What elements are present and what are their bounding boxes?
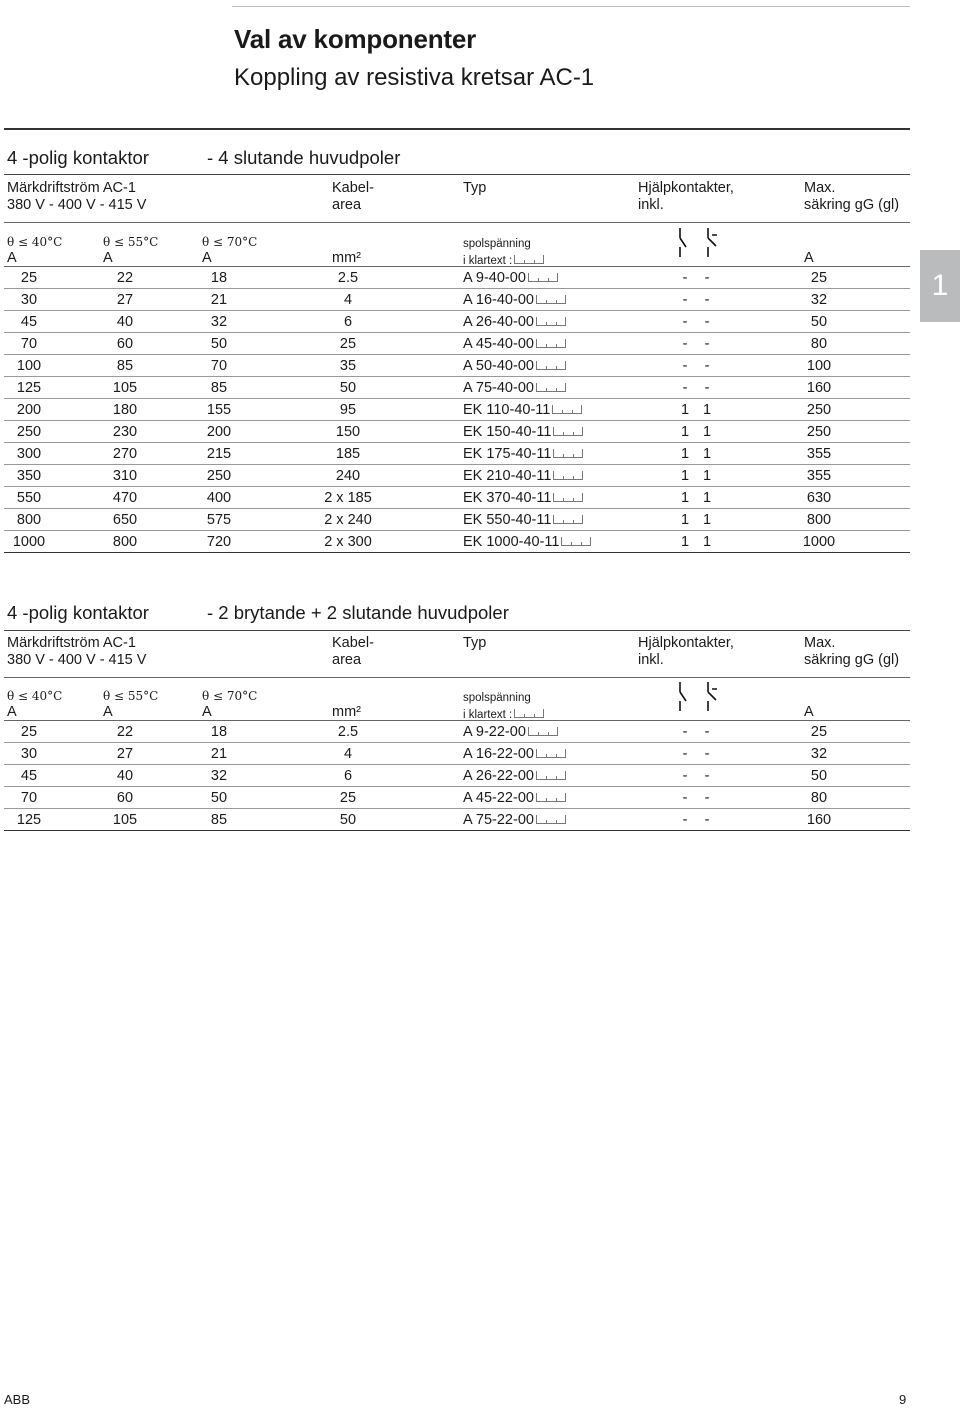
cable-area-cell: 240	[335, 468, 361, 484]
current-55-cell: 105	[112, 380, 138, 396]
table-row	[4, 721, 910, 743]
temp-55-label: θ ≤ 55°C	[103, 689, 159, 703]
aux-no-cell: -	[704, 358, 710, 374]
voltage-placeholder-icon	[536, 749, 566, 758]
voltage-placeholder-icon	[536, 383, 566, 392]
aux-no-cell: 1	[702, 402, 712, 418]
type-cell	[463, 534, 591, 550]
aux-no-cell: 1	[702, 534, 712, 550]
type-cell	[463, 358, 566, 374]
section-title-right: - 2 brytande + 2 slutande huvudpoler	[207, 602, 509, 623]
aux-nc-cell: -	[682, 292, 688, 308]
voltage-placeholder-icon	[514, 255, 544, 264]
fuse-cell: 50	[810, 768, 828, 784]
section-title-left: 4 -polig kontaktor	[7, 602, 149, 623]
cable-area-cell: 2.5	[337, 270, 359, 286]
cable-area-cell: 2.5	[337, 724, 359, 740]
cable-area-cell: 6	[343, 768, 353, 784]
type-code: A 9-40-00	[463, 270, 526, 286]
current-55-cell: 105	[112, 812, 138, 828]
unit-a-55: A	[103, 704, 113, 720]
table-row	[4, 421, 910, 443]
voltage-placeholder-icon	[528, 273, 558, 282]
current-70-cell: 18	[210, 270, 228, 286]
current-55-cell: 800	[112, 534, 138, 550]
current-55-cell: 27	[116, 746, 134, 762]
type-cell	[463, 746, 566, 762]
voltage-placeholder-icon	[553, 493, 583, 502]
table-row	[4, 765, 910, 787]
type-cell	[463, 314, 566, 330]
unit-a-55: A	[103, 250, 113, 266]
section-title-left: 4 -polig kontaktor	[7, 147, 149, 168]
cable-area-cell: 4	[343, 292, 353, 308]
current-40-cell: 550	[16, 490, 42, 506]
page-subtitle: Koppling av resistiva kretsar AC-1	[234, 64, 595, 91]
aux-nc-cell: 1	[680, 490, 690, 506]
cable-area-cell: 25	[339, 790, 357, 806]
type-cell	[463, 424, 583, 440]
header-rule	[4, 174, 910, 175]
fuse-cell: 1000	[802, 534, 836, 550]
current-70-cell: 155	[206, 402, 232, 418]
aux-no-cell: 1	[702, 490, 712, 506]
fuse-type-label: säkring gG (gl)	[804, 197, 900, 213]
current-70-cell: 21	[210, 292, 228, 308]
current-70-cell: 250	[206, 468, 232, 484]
current-40-cell: 45	[20, 768, 38, 784]
table-row	[4, 809, 910, 831]
coil-voltage-label: spolspänning	[463, 238, 531, 250]
current-55-cell: 60	[116, 790, 134, 806]
top-rule	[232, 6, 910, 7]
aux-no-cell: 1	[702, 468, 712, 484]
rated-current-label: Märkdriftström AC-1	[7, 180, 136, 196]
type-cell	[463, 402, 582, 418]
current-40-cell: 25	[20, 270, 38, 286]
cable-label: Kabel-	[332, 635, 374, 651]
nc-no-contact-icon	[672, 680, 724, 714]
table-row	[4, 289, 910, 311]
current-55-cell: 60	[116, 336, 134, 352]
type-cell	[463, 768, 566, 784]
unit-mm2: mm²	[332, 704, 361, 720]
voltage-placeholder-icon	[536, 815, 566, 824]
type-cell	[463, 380, 566, 396]
chapter-tab: 1	[920, 250, 960, 322]
current-40-cell: 25	[20, 724, 38, 740]
aux-no-cell: -	[704, 812, 710, 828]
current-70-cell: 215	[206, 446, 232, 462]
coil-voltage-plain-label: i klartext :	[463, 706, 544, 724]
voltage-placeholder-icon	[536, 295, 566, 304]
aux-nc-cell: -	[682, 270, 688, 286]
aux-no-cell: -	[704, 768, 710, 784]
table-row	[4, 267, 910, 289]
aux-nc-cell: -	[682, 724, 688, 740]
table-row	[4, 333, 910, 355]
unit-a-fuse: A	[804, 704, 814, 720]
type-code: EK 175-40-11	[463, 446, 552, 462]
aux-nc-cell: -	[682, 746, 688, 762]
unit-a-70: A	[202, 704, 212, 720]
section-title	[7, 147, 401, 169]
fuse-cell: 250	[806, 402, 832, 418]
temp-40-label: θ ≤ 40°C	[7, 689, 63, 703]
current-40-cell: 350	[16, 468, 42, 484]
temp-40-label: θ ≤ 40°C	[7, 235, 63, 249]
current-55-cell: 470	[112, 490, 138, 506]
aux-no-cell: 1	[702, 512, 712, 528]
table-row	[4, 487, 910, 509]
subheader-rule	[4, 677, 910, 678]
aux-no-cell: -	[704, 746, 710, 762]
voltage-placeholder-icon	[553, 449, 583, 458]
page-title: Val av komponenter	[234, 24, 477, 54]
fuse-cell: 355	[806, 446, 832, 462]
fuse-cell: 100	[806, 358, 832, 374]
type-code: A 26-40-00	[463, 314, 534, 330]
aux-nc-cell: 1	[680, 424, 690, 440]
type-code: A 75-22-00	[463, 812, 534, 828]
table-row	[4, 509, 910, 531]
cable-label: Kabel-	[332, 180, 374, 196]
aux-no-cell: -	[704, 292, 710, 308]
cable-area-label: area	[332, 652, 362, 668]
type-cell	[463, 336, 566, 352]
aux-no-cell: -	[704, 724, 710, 740]
current-70-cell: 720	[206, 534, 232, 550]
current-55-cell: 230	[112, 424, 138, 440]
current-40-cell: 250	[16, 424, 42, 440]
type-code: A 9-22-00	[463, 724, 526, 740]
aux-nc-cell: -	[682, 358, 688, 374]
type-cell	[463, 512, 583, 528]
current-40-cell: 200	[16, 402, 42, 418]
rated-voltage-label: 380 V - 400 V - 415 V	[7, 197, 147, 213]
fuse-cell: 50	[810, 314, 828, 330]
type-code: EK 550-40-11	[463, 512, 552, 528]
current-40-cell: 30	[20, 746, 38, 762]
current-70-cell: 21	[210, 746, 228, 762]
aux-no-cell: -	[704, 790, 710, 806]
aux-nc-cell: -	[682, 768, 688, 784]
current-55-cell: 270	[112, 446, 138, 462]
type-cell	[463, 270, 558, 286]
voltage-placeholder-icon	[536, 771, 566, 780]
current-70-cell: 200	[206, 424, 232, 440]
aux-nc-cell: 1	[680, 534, 690, 550]
voltage-placeholder-icon	[528, 727, 558, 736]
voltage-placeholder-icon	[514, 709, 544, 718]
section-title	[7, 602, 509, 624]
fuse-cell: 160	[806, 380, 832, 396]
current-55-cell: 310	[112, 468, 138, 484]
type-cell	[463, 812, 566, 828]
header-rule	[4, 630, 910, 631]
cable-area-cell: 6	[343, 314, 353, 330]
type-code: EK 110-40-11	[463, 402, 551, 418]
voltage-placeholder-icon	[553, 515, 583, 524]
table-row	[4, 465, 910, 487]
voltage-placeholder-icon	[536, 793, 566, 802]
current-40-cell: 1000	[12, 534, 46, 550]
type-code: A 16-40-00	[463, 292, 534, 308]
cable-area-cell: 50	[339, 812, 357, 828]
unit-a-fuse: A	[804, 250, 814, 266]
cable-area-cell: 50	[339, 380, 357, 396]
current-40-cell: 800	[16, 512, 42, 528]
aux-nc-cell: -	[682, 380, 688, 396]
current-70-cell: 85	[210, 812, 228, 828]
table-row	[4, 443, 910, 465]
type-cell	[463, 490, 583, 506]
aux-no-cell: -	[704, 314, 710, 330]
voltage-placeholder-icon	[536, 317, 566, 326]
current-70-cell: 32	[210, 768, 228, 784]
aux-nc-cell: 1	[680, 446, 690, 462]
rated-current-label: Märkdriftström AC-1	[7, 635, 136, 651]
unit-a-70: A	[202, 250, 212, 266]
current-55-cell: 40	[116, 768, 134, 784]
fuse-cell: 160	[806, 812, 832, 828]
voltage-placeholder-icon	[553, 471, 583, 480]
fuse-cell: 355	[806, 468, 832, 484]
type-code: A 50-40-00	[463, 358, 534, 374]
type-code: A 16-22-00	[463, 746, 534, 762]
current-70-cell: 50	[210, 790, 228, 806]
aux-nc-cell: 1	[680, 512, 690, 528]
cable-area-cell: 35	[339, 358, 357, 374]
coil-voltage-label: spolspänning	[463, 692, 531, 704]
table-row	[4, 355, 910, 377]
table-row	[4, 377, 910, 399]
rated-voltage-label: 380 V - 400 V - 415 V	[7, 652, 147, 668]
current-55-cell: 27	[116, 292, 134, 308]
type-cell	[463, 790, 566, 806]
aux-no-cell: 1	[702, 424, 712, 440]
cable-area-label: area	[332, 197, 362, 213]
temp-55-label: θ ≤ 55°C	[103, 235, 159, 249]
current-40-cell: 70	[20, 790, 38, 806]
temp-70-label: θ ≤ 70°C	[202, 235, 258, 249]
current-40-cell: 30	[20, 292, 38, 308]
type-code: A 45-40-00	[463, 336, 534, 352]
type-code: A 75-40-00	[463, 380, 534, 396]
current-55-cell: 22	[116, 724, 134, 740]
current-40-cell: 45	[20, 314, 38, 330]
aux-incl-label: inkl.	[638, 197, 664, 213]
current-70-cell: 32	[210, 314, 228, 330]
aux-no-cell: 1	[702, 446, 712, 462]
cable-area-cell: 4	[343, 746, 353, 762]
voltage-placeholder-icon	[536, 339, 566, 348]
type-label: Typ	[463, 635, 487, 651]
aux-nc-cell: -	[682, 314, 688, 330]
current-55-cell: 40	[116, 314, 134, 330]
cable-area-cell: 2 x 185	[324, 490, 372, 506]
fuse-cell: 32	[810, 292, 828, 308]
current-40-cell: 70	[20, 336, 38, 352]
type-code: EK 1000-40-11	[463, 534, 560, 550]
voltage-placeholder-icon	[561, 537, 591, 546]
aux-no-cell: -	[704, 380, 710, 396]
current-40-cell: 125	[16, 812, 42, 828]
type-cell	[463, 446, 583, 462]
type-cell	[463, 468, 583, 484]
fuse-cell: 250	[806, 424, 832, 440]
type-code: EK 150-40-11	[463, 424, 552, 440]
current-70-cell: 400	[206, 490, 232, 506]
type-cell	[463, 724, 558, 740]
fuse-cell: 80	[810, 336, 828, 352]
type-code: EK 210-40-11	[463, 468, 552, 484]
voltage-placeholder-icon	[552, 405, 582, 414]
current-55-cell: 22	[116, 270, 134, 286]
page-number: 9	[899, 1392, 907, 1407]
unit-a-40: A	[7, 704, 17, 720]
type-cell	[463, 292, 566, 308]
current-55-cell: 85	[116, 358, 134, 374]
current-70-cell: 50	[210, 336, 228, 352]
table-row	[4, 311, 910, 333]
current-70-cell: 18	[210, 724, 228, 740]
fuse-cell: 800	[806, 512, 832, 528]
aux-nc-cell: -	[682, 790, 688, 806]
fuse-cell: 80	[810, 790, 828, 806]
type-code: A 26-22-00	[463, 768, 534, 784]
table-row	[4, 787, 910, 809]
fuse-type-label: säkring gG (gl)	[804, 652, 900, 668]
fuse-cell: 630	[806, 490, 832, 506]
aux-no-cell: -	[704, 270, 710, 286]
fuse-max-label: Max.	[804, 180, 836, 196]
aux-nc-cell: 1	[680, 468, 690, 484]
type-label: Typ	[463, 180, 487, 196]
temp-70-label: θ ≤ 70°C	[202, 689, 258, 703]
fuse-cell: 25	[810, 724, 828, 740]
unit-a-40: A	[7, 250, 17, 266]
cable-area-cell: 2 x 240	[324, 512, 372, 528]
aux-nc-cell: 1	[680, 402, 690, 418]
subheader-rule	[4, 222, 910, 223]
fuse-cell: 25	[810, 270, 828, 286]
current-55-cell: 650	[112, 512, 138, 528]
unit-mm2: mm²	[332, 250, 361, 266]
voltage-placeholder-icon	[553, 427, 583, 436]
current-40-cell: 100	[16, 358, 42, 374]
cable-area-cell: 185	[335, 446, 361, 462]
aux-nc-cell: -	[682, 336, 688, 352]
cable-area-cell: 150	[335, 424, 361, 440]
fuse-max-label: Max.	[804, 635, 836, 651]
cable-area-cell: 2 x 300	[324, 534, 372, 550]
footer-brand: ABB	[4, 1392, 31, 1407]
current-40-cell: 300	[16, 446, 42, 462]
fuse-cell: 32	[810, 746, 828, 762]
current-40-cell: 125	[16, 380, 42, 396]
coil-voltage-plain-label: i klartext :	[463, 252, 544, 270]
cable-area-cell: 25	[339, 336, 357, 352]
type-code: A 45-22-00	[463, 790, 534, 806]
current-70-cell: 70	[210, 358, 228, 374]
table-row	[4, 399, 910, 421]
aux-contacts-label: Hjälpkontakter,	[638, 635, 734, 651]
section-title-right: - 4 slutande huvudpoler	[207, 147, 401, 168]
voltage-placeholder-icon	[536, 361, 566, 370]
aux-contacts-label: Hjälpkontakter,	[638, 180, 734, 196]
current-70-cell: 85	[210, 380, 228, 396]
aux-no-cell: -	[704, 336, 710, 352]
nc-no-contact-icon	[672, 226, 724, 260]
table-row	[4, 531, 910, 553]
cable-area-cell: 95	[339, 402, 357, 418]
current-70-cell: 575	[206, 512, 232, 528]
table-row	[4, 743, 910, 765]
aux-nc-cell: -	[682, 812, 688, 828]
section-divider	[4, 128, 910, 130]
current-55-cell: 180	[112, 402, 138, 418]
aux-incl-label: inkl.	[638, 652, 664, 668]
type-code: EK 370-40-11	[463, 490, 552, 506]
